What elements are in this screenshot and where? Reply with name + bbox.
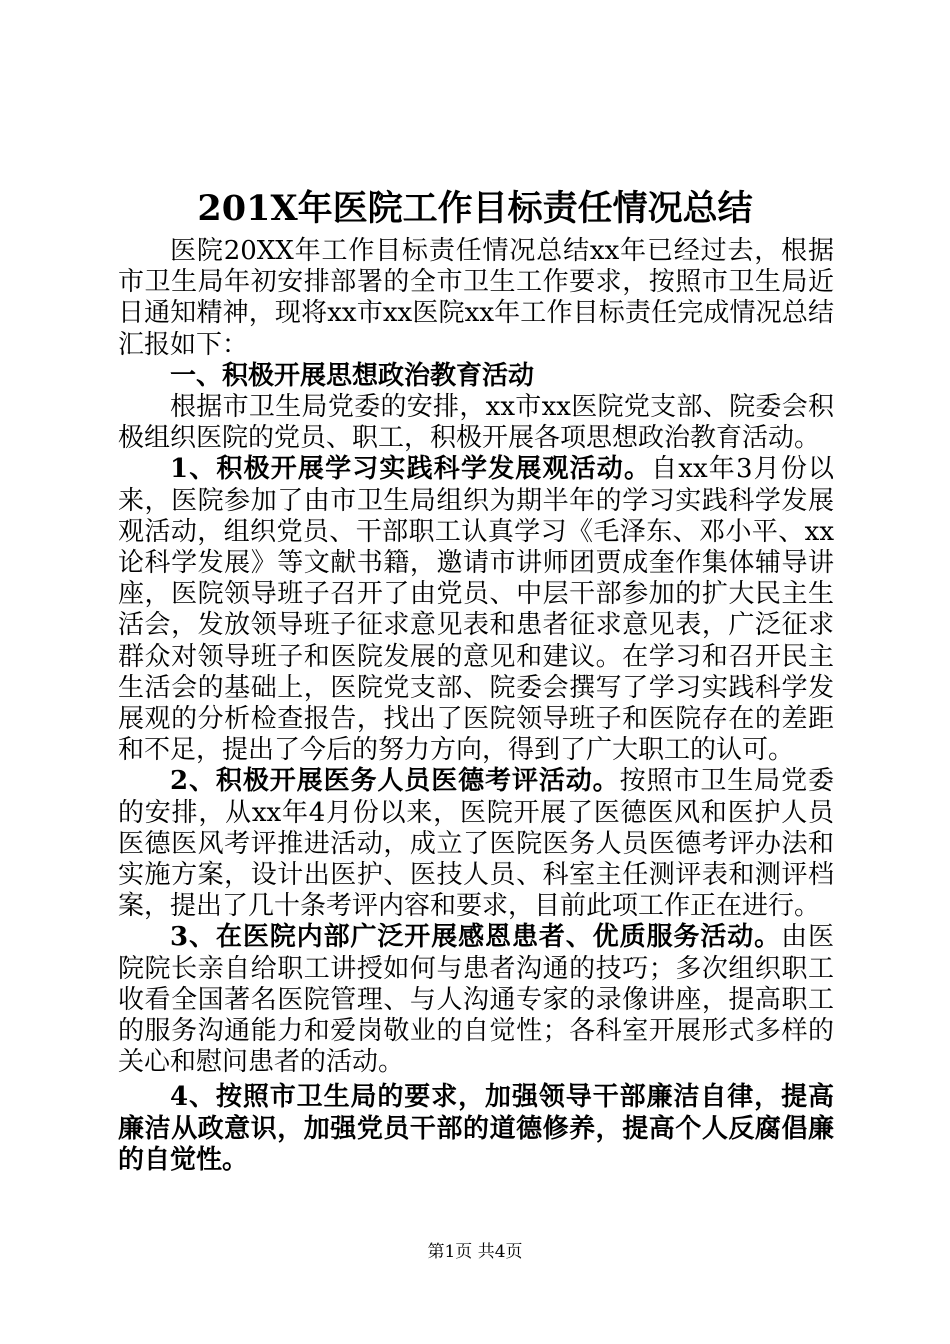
item-paragraph-4: 4、按照市卫生局的要求，加强领导干部廉洁自律，提高廉洁从政意识，加强党员干部的道德修养，提高个人反腐倡廉的自觉性。 [118, 1082, 834, 1175]
section-heading: 一、积极开展思想政治教育活动 [170, 360, 535, 391]
item-lead-1: 1、积极开展学习实践科学发展观活动。 [170, 454, 652, 485]
item-paragraph-1 [118, 454, 834, 766]
item-text-2: 按照市卫生局党委的安排，从xx年4月份以来，医院开展了医德医风和医护人员医德医风考评推进活动，成立了医院医务人员医德考评办法和实施方案，设计出医护、医技人员、科室主任测评表和测评档案，提出了几十条考评内容和要求，目前此项工作正在进行。 [118, 766, 834, 922]
item-lead-3: 3、在医院内部广泛开展感恩患者、优质服务活动。 [170, 922, 782, 953]
item-lead-2: 2、积极开展医务人员医德考评活动。 [170, 766, 620, 797]
item-paragraph-2 [118, 766, 834, 922]
document-body [118, 236, 834, 1176]
page-footer: 第1页 共4页 [427, 1242, 523, 1262]
item-text-3: 由医院院长亲自给职工讲授如何与患者沟通的技巧；多次组织职工收看全国著名医院管理、与人沟通专家的录像讲座，提高职工的服务沟通能力和爱岗敬业的自觉性；各科室开展形式多样的关心和慰问患者的活动。 [118, 922, 834, 1078]
item-text-1: 自xx年3月份以来，医院参加了由市卫生局组织为期半年的学习实践科学发展观活动，组织党员、干部职工认真学习《毛泽东、邓小平、xx论科学发展》等文献书籍，邀请市讲师团贾成奎作集体辅导讲座，医院领导班子召开了由党员、中层干部参加的扩大民主生活会，发放领导班子征求意见表和患者征求意见表，广泛征求群众对领导班子和医院发展的意见和建议。在学习和召开民主生活会的基础上，医院党支部、院委会撰写了学习实践科学发展观的分析检查报告，找出了医院领导班子和医院存在的差距和不足，提出了今后的努力方向，得到了广大职工的认可。 [118, 454, 835, 766]
item-paragraph-3 [118, 922, 834, 1078]
intro-paragraph: 医院20XX年工作目标责任情况总结xx年已经过去，根据市卫生局年初安排部署的全市卫生工作要求，按照市卫生局近日通知精神，现将xx市xx医院xx年工作目标责任完成情况总结汇报如下： [118, 236, 834, 360]
section-paragraph: 根据市卫生局党委的安排，xx市xx医院党支部、院委会积极组织医院的党员、职工，积极开展各项思想政治教育活动。 [118, 392, 834, 454]
document-title: 201X年医院工作目标责任情况总结 [197, 188, 753, 229]
